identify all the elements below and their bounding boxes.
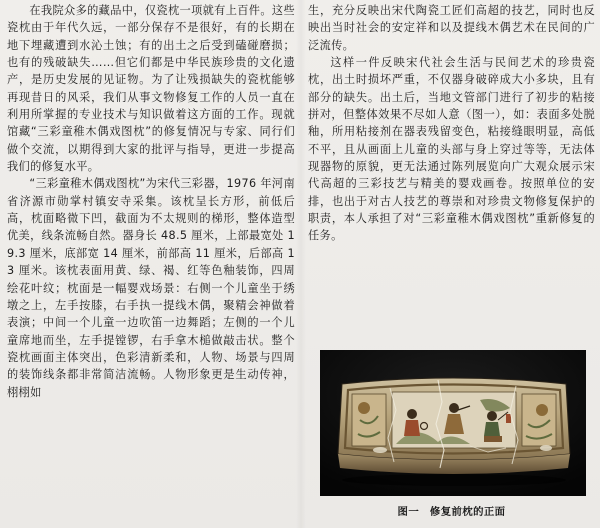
embroidered-stool: [484, 436, 502, 442]
figure-pillow-photo: [320, 350, 586, 496]
left-floral-panel: [352, 394, 386, 446]
child-middle-head: [449, 403, 459, 413]
paragraph-pillow-description: “三彩童稚木偶戏图枕”为宋代三彩器，1976 年河南省济源市勋掌村镇安寺采集。该枕呈长方形，前低后高，枕面略微下凹，截面为不太规则的梯形，整体造型优美，线条流畅自然。器身长 48.5 厘米，上部最宽处 19.3 厘米，底部宽 14 厘米，前部高 11 厘米，后部高 13 厘米。该枕表面用黄、绿、褐、红等色釉装饰，四周绘花叶纹；枕面是一幅婴戏场景：右侧一个儿童坐于绣墩之上，左手按膝，右手执一提线木偶，聚精会神做着表演；中间一个儿童一边吹笛一边舞蹈；左侧的一个儿童席地而坐，左手提镗锣，右手拿木槌做敲击状。整个瓷枕画面主体突出，色彩清新柔和，人物、场景与四周的装饰线条都非常简洁流畅。人物形象更是生动传神，栩栩如: [7, 177, 295, 399]
left-flower: [358, 402, 370, 414]
pillow-shadow: [342, 474, 566, 486]
child-right-body: [484, 422, 500, 436]
paragraph-intro: 在我院众多的藏品中，仅瓷枕一项就有上百件。这些瓷枕由于年代久远，一部分保存不是很好，有的长期在地下埋藏遭到水沁土蚀；有的出土之后受到磕碰磨损；也有的残破缺失……但它们都是中华民族珍贵的文化遗产，是历史发展的见证物。为了让残损缺失的瓷枕能够再现昔日的风采，我们从事文物修复工作的人员一直在利用所掌握的专业技术与知识做着这方面的工作。现就馆藏“三彩童稚木偶戏图枕”的修复情况与专家、同行们做个交流，以期得到大家的批评与指导，更进一步提高我们的修复水平。: [7, 4, 295, 174]
right-text-column: [308, 2, 595, 245]
string-puppet: [506, 414, 511, 423]
page-gutter: [296, 0, 306, 528]
glaze-loss-right: [540, 445, 552, 451]
paragraph-continuation: 生，充分反映出宋代陶瓷工匠们高超的技艺，同时也反映出当时社会的安定祥和以及提线木偶艺术在民间的广泛流传。: [308, 4, 595, 52]
pillow-photo-illustration: [320, 350, 586, 496]
child-left-body: [404, 420, 420, 436]
glaze-loss-left: [373, 447, 387, 453]
right-flower: [536, 404, 548, 416]
paragraph-damage-and-repair: 这样一件反映宋代社会生活与民间艺术的珍贵瓷枕，出土时损坏严重，不仅器身破碎成大小多块，且有部分的缺失。出土后，当地文管部门进行了初步的粘接拼对，但整体效果不尽如人意（图一），如：表面多处脱釉，所用粘接剂在器表残留变色，粘接缝眼明显，高低不平，且从画面上儿童的头部与身上穿过等等，无法体现器物的原貌，更无法通过陈列展览向广大观众展示宋代高超的三彩技艺与精美的婴戏画卷。按照单位的安排，也出于对古人技艺的尊崇和对珍贵文物修复保护的职责，本人承担了对“三彩童稚木偶戏图枕”重新修复的任务。: [308, 56, 595, 243]
child-right-head: [487, 411, 497, 421]
figure-caption: 图一 修复前枕的正面: [397, 506, 506, 518]
left-text-column: [7, 2, 295, 401]
child-left-head: [407, 409, 417, 419]
